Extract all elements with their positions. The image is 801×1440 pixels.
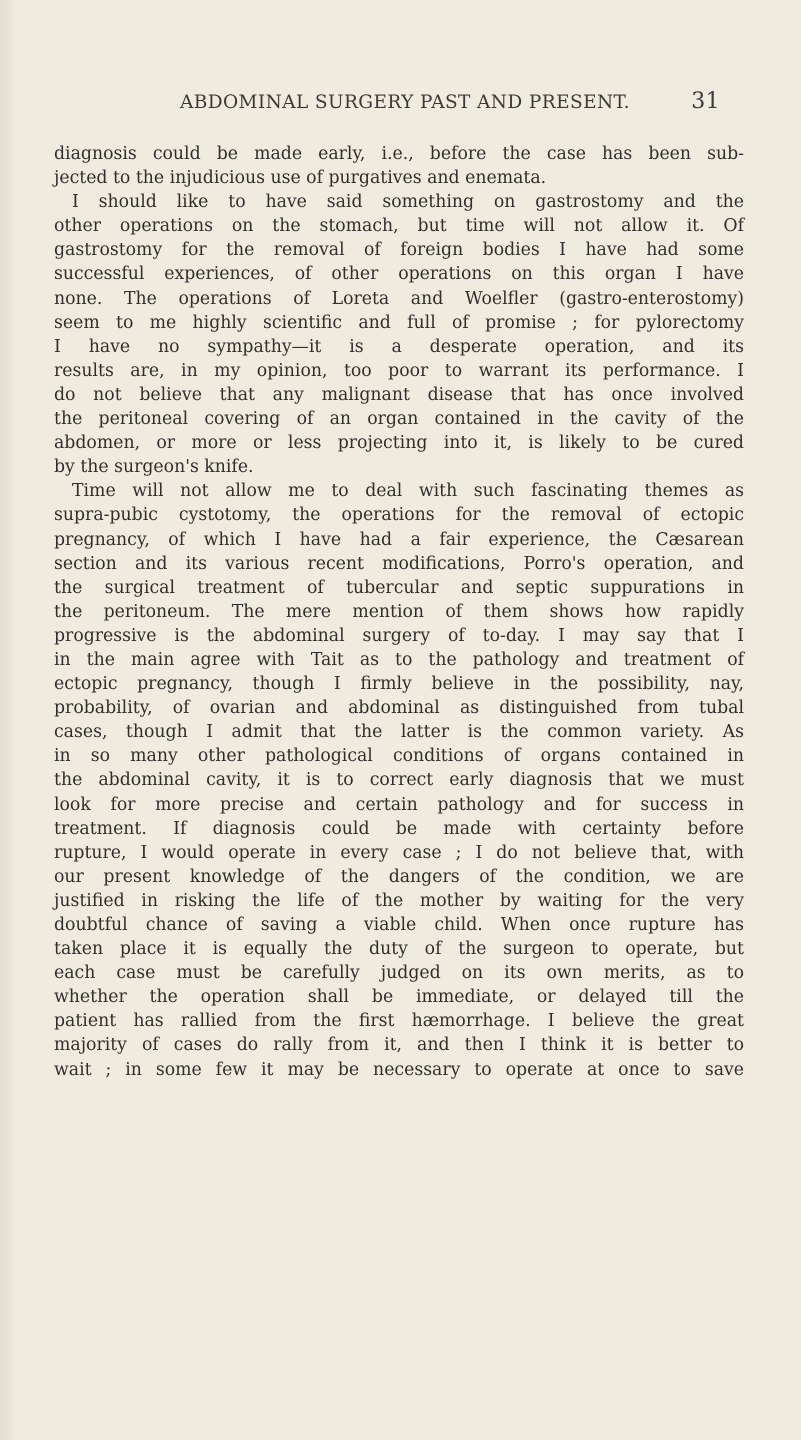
text-line: each case must be carefully judged on its own merits, as to <box>54 963 744 984</box>
text-line: in the main agree with Tait as to the pathology and treatment of <box>54 649 744 670</box>
text-line: abdomen, or more or less projecting into it, is likely to be cured <box>54 433 744 454</box>
text-line: jected to the injudicious use of purgatives and enemata. <box>54 168 547 189</box>
text-line: the peritoneum. The mere mention of them shows how rapidly <box>54 601 744 622</box>
page-edge-shadow <box>0 0 18 1440</box>
text-line: probability, of ovarian and abdominal as distinguished from tubal <box>54 698 744 719</box>
text-line: whether the operation shall be immediate, or delayed till the <box>54 987 744 1008</box>
text-line: Time will not allow me to deal with such fascinating themes as <box>72 481 744 502</box>
text-line: justified in risking the life of the mother by waiting for the very <box>54 890 744 911</box>
text-line: supra-pubic cystotomy, the operations for the removal of ectopic <box>54 505 744 526</box>
text-line: by the surgeon's knife. <box>54 457 254 478</box>
text-line: seem to me highly scientific and full of promise ; for pylorectomy <box>54 312 744 333</box>
text-line: treatment. If diagnosis could be made with certainty before <box>54 818 744 839</box>
text-line: majority of cases do rally from it, and then I think it is better to <box>54 1035 744 1056</box>
text-line: cases, though I admit that the latter is the common variety. As <box>54 722 744 743</box>
text-line: the abdominal cavity, it is to correct early diagnosis that we must <box>54 770 744 791</box>
text-line: our present knowledge of the dangers of the condition, we are <box>54 866 744 887</box>
text-line: gastrostomy for the removal of foreign bodies I have had some <box>54 240 744 261</box>
text-line: patient has rallied from the first hæmorrhage. I believe the great <box>54 1011 744 1032</box>
text-line: progressive is the abdominal surgery of to-day. I may say that I <box>54 625 744 646</box>
text-line: ectopic pregnancy, though I firmly believe in the possibility, nay, <box>54 674 744 695</box>
running-header <box>180 89 720 124</box>
text-line: other operations on the stomach, but time will not allow it. Of <box>54 216 744 237</box>
text-line: I should like to have said something on gastrostomy and the <box>72 192 744 213</box>
text-line: pregnancy, of which I have had a fair experience, the Cæsarean <box>54 529 744 550</box>
text-line: the surgical treatment of tubercular and septic suppurations in <box>54 577 744 598</box>
text-line: rupture, I would operate in every case ; I do not believe that, with <box>54 842 744 863</box>
text-line: the peritoneal covering of an organ contained in the cavity of the <box>54 409 744 430</box>
text-line: do not believe that any malignant disease that has once involved <box>54 384 744 405</box>
page-number: 31 <box>691 89 720 114</box>
text-line: none. The operations of Loreta and Woelfler (gastro-enterostomy) <box>54 288 744 309</box>
text-line: diagnosis could be made early, i.e., before the case has been sub- <box>54 144 744 164</box>
text-line: taken place it is equally the duty of the surgeon to operate, but <box>54 939 744 960</box>
text-line: doubtful chance of saving a viable child. When once rupture has <box>54 915 744 935</box>
text-line: in so many other pathological conditions of organs contained in <box>54 746 744 767</box>
text-line: I have no sympathy—it is a desperate operation, and its <box>54 336 744 357</box>
body-text <box>54 142 744 1082</box>
text-line: wait ; in some few it may be necessary to operate at once to save <box>54 1059 744 1080</box>
running-title: ABDOMINAL SURGERY PAST AND PRESENT. <box>180 92 630 113</box>
text-line: successful experiences, of other operations on this organ I have <box>54 264 744 285</box>
text-line: look for more precise and certain pathology and for success in <box>54 794 744 815</box>
text-line: section and its various recent modifications, Porro's operation, and <box>54 553 744 574</box>
text-line: results are, in my opinion, too poor to warrant its performance. I <box>54 360 744 381</box>
